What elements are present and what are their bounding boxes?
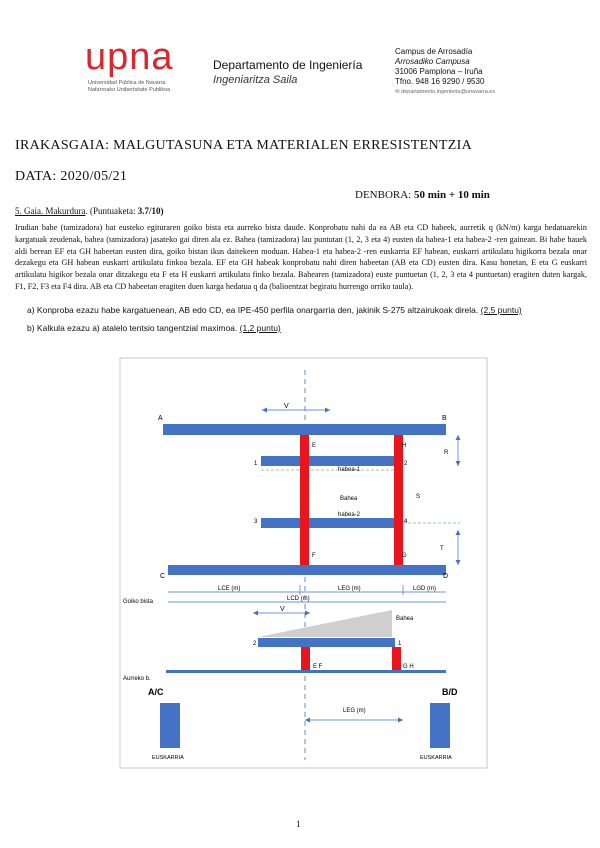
label-v-top: V <box>284 403 289 410</box>
label-point-4: 4 <box>404 519 408 525</box>
label-front-ef: E F <box>313 664 323 670</box>
campus-address: Campus de Arrosadía Arrosadiko Campusa 31006 Pamplona – Iruña Tfno. 948 16 9290 / 9530 ✉ departamento.ingenieria@unavarra.es <box>395 47 496 95</box>
dim-leg: LEG (m) <box>338 586 361 592</box>
bahea-wedge <box>258 610 392 637</box>
euskarria-left: EUSKARRIA <box>152 755 184 761</box>
dim-lce: LCE (m) <box>218 586 241 592</box>
beam-gh <box>394 435 403 565</box>
dim-lcd: LCD (m) <box>287 596 310 602</box>
page-number: 1 <box>296 819 301 829</box>
label-e: E <box>312 443 317 449</box>
dim-lgd: LGD (m) <box>413 586 436 592</box>
question-a: a) Konproba ezazu habe kargatuenean, AB edo CD, ea IPE-450 perfila onargarria den, jakinik S-275 altzairukoak direla. (2,5 puntu) <box>27 305 522 315</box>
beam-ef <box>300 435 309 565</box>
label-point-2: 2 <box>404 461 408 467</box>
caption-aurreko: Aurreko b. <box>123 676 151 682</box>
support-left <box>160 703 180 748</box>
exam-date: DATA: 2020/05/21 <box>15 169 128 184</box>
beam-habea-2 <box>261 518 403 528</box>
label-front-1: 1 <box>398 641 402 647</box>
support-right <box>430 703 450 748</box>
caption-goiko-bista: Goiko bista <box>123 599 154 605</box>
department-name: Departamento de Ingeniería <box>213 58 363 72</box>
euskarria-right: EUSKARRIA <box>420 755 452 761</box>
label-v-front: V <box>280 606 285 613</box>
label-habea-1: habea-1 <box>338 467 361 473</box>
beam-ab <box>163 424 446 435</box>
label-point-1: 1 <box>254 461 258 467</box>
label-front-gh: G H <box>403 664 414 670</box>
label-c: C <box>160 573 166 580</box>
beam-front-habea <box>258 638 395 647</box>
question-b: b) Kalkula ezazu a) atalelo tentsio tangentzial maximoa. (1,2 puntu) <box>27 323 281 333</box>
label-s: S <box>416 494 421 500</box>
label-bahea-top: Bahea <box>340 496 358 502</box>
email-icon: ✉ <box>395 89 400 95</box>
label-t: T <box>440 546 444 552</box>
email-address: departamento.ingenieria@unavarra.es <box>401 89 496 95</box>
upna-logo: upna <box>85 36 174 78</box>
dim-front-leg: LEG (m) <box>343 708 366 714</box>
label-a: A <box>158 415 163 422</box>
label-front-2: 2 <box>253 641 257 647</box>
section-title: 5. Gaia. Makurdura. (Puntuaketa: 3.7/10) <box>15 206 164 216</box>
beam-front-bottom <box>166 670 446 673</box>
label-ac: A/C <box>148 687 164 697</box>
label-point-3: 3 <box>254 519 258 525</box>
exam-subject: IRAKASGAIA: MALGUTASUNA ETA MATERIALEN ERRESISTENTZIA <box>15 138 472 153</box>
label-bahea-front: Bahea <box>396 616 414 622</box>
department-name-eu: Ingeniaritza Saila <box>213 74 298 86</box>
label-h: H <box>402 443 407 449</box>
exam-time: DENBORA: 50 min + 10 min <box>355 189 490 201</box>
problem-statement: Irudian bahe (tamizadora) bat eusteko egituraren goiko bista eta aurreko bista daude. Konprobatu nahi da ea AB eta CD habeek, aurretik q (kN/m) karga hedatuarekin kargatuak zeudenak, bahea (tamizadora) jasateko gai diren ala ez. Bahea (tamizadora) lau puntutan (1, 2, 3 eta 4) eusten da habea-1 eta habea-2 -ren gainean. Bi habe hauek aldi berean EF eta GH habeetan eusten dira, goiko bistan ikus daitekeen moduan. Habea-1 eta habea-2 -ren euskarria EF habean, euskarri artikulatu higikorra bezala onar dezakegu eta GH habean euskarri artikulatu finkoa bezala. EF eta GH habeak konprobatu nahi diren habeetan (AB eta CD) eusten dira. Kasu honetan, E eta G euskarri artikulatu higikor bezala onar ditzakegu eta F eta H euskarri artikulatu finko bezala. Bahearen (tamizadora) euste puntuetan (1, 2, 3 eta 4 puntuetan) eragiten duten kargak, F1, F2, F3 eta F4 dira. AB eta CD habeetan eragiten duen karga hedatua q da (balioentzat begiratu hurrengo orriko taula). <box>15 223 587 291</box>
label-r: R <box>444 450 449 456</box>
label-d: D <box>443 573 449 580</box>
label-habea-2: habea-2 <box>338 512 361 518</box>
label-g: G <box>402 553 407 559</box>
beam-habea-1 <box>261 456 403 466</box>
label-b: B <box>442 415 447 422</box>
beam-cd <box>168 565 446 575</box>
beam-front-ef <box>301 647 310 670</box>
logo-subtitle: Universidad Pública de Navarra Nafarroako Unibertsitate Publikoa <box>88 80 171 93</box>
label-bd: B/D <box>442 687 458 697</box>
label-f: F <box>312 553 316 559</box>
beam-front-gh <box>392 647 401 670</box>
